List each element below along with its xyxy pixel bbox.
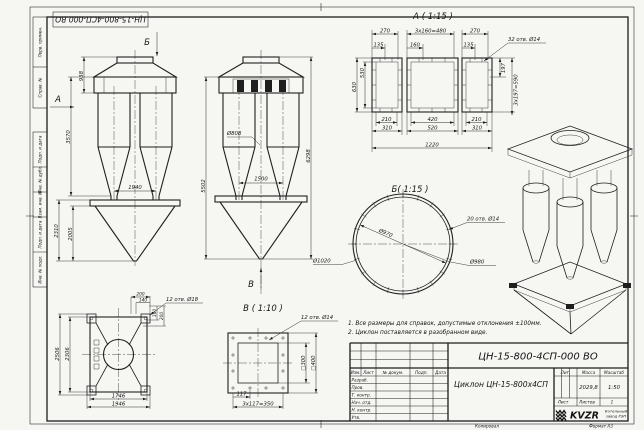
col-list: Лист (363, 370, 374, 375)
dim-1946: 1946 (111, 401, 126, 408)
stamp-label: Инв. № дубл. (37, 165, 43, 194)
base-plan-dimensions (55, 292, 203, 410)
stamp-label: Подп. и дата (37, 220, 43, 249)
dim-3570: 3570 (66, 130, 72, 144)
dim-197: 197 (501, 62, 507, 74)
dim-270-right: 270 (469, 28, 481, 35)
format-label: Формат А3 (589, 423, 613, 429)
dim-dia970: Ø970 (377, 227, 394, 240)
title-block (350, 343, 628, 429)
dim-160: 160 (409, 42, 421, 49)
row-tkontr: Т. контр. (351, 392, 371, 398)
view-direction-b (144, 32, 157, 56)
row-nachotd: Нач. отд. (351, 400, 372, 405)
stamp-label: Подп. и дата (37, 135, 43, 164)
dim-520: 520 (427, 125, 438, 132)
holes-20-label: 20 отв. Ø14 (467, 216, 500, 223)
row-utv: Утв. (351, 415, 361, 420)
view-direction-v (248, 268, 261, 290)
top-view-a (352, 12, 546, 152)
dim-140-top: 140 (138, 298, 148, 304)
view-b-title: Б( 1:15 ) (391, 185, 429, 195)
stamp-column (33, 17, 47, 287)
stamp-label: Взам. инв. № (37, 190, 43, 219)
dim-135-right: 135 (463, 42, 474, 49)
dim-3x117: 3x117=350 (242, 401, 274, 408)
flange-view-v (223, 304, 338, 409)
front-view-dimensions (54, 57, 156, 261)
holes-32-label: 32 отв. Ø14 (508, 37, 541, 43)
lit-label: Лит. (560, 370, 571, 375)
dim-1746: 1746 (111, 393, 126, 400)
view-a-dimensions (352, 29, 546, 153)
dim-420: 420 (427, 117, 438, 123)
dim-2506: 2506 (55, 347, 61, 361)
dim-140-right: 140 (153, 308, 158, 318)
company-logo (556, 409, 628, 422)
dim-1220: 1220 (425, 142, 439, 149)
note-1: 1. Все размеры для справок, допустимые отклонения ±100мм. (348, 321, 542, 327)
dim-200-right: 200 (160, 311, 165, 321)
dim-3x160: 3x160=480 (414, 28, 447, 35)
arrow-label-v: В (248, 280, 254, 290)
sheets-value: 1 (610, 399, 614, 405)
doc-ref-rotated: ЦН-15-800-4СП-000 ВО (55, 14, 146, 24)
front-view (50, 32, 180, 266)
col-ndocum: № докум. (382, 370, 404, 375)
dim-270-left: 270 (379, 28, 391, 35)
dim-117: 117 (236, 391, 247, 398)
dim-1940: 1940 (128, 185, 142, 191)
arrow-label-a: А (55, 95, 61, 105)
holes-12-18-label: 12 отв. Ø18 (166, 297, 199, 303)
dim-310-right: 310 (471, 125, 483, 132)
drawing-title: Циклон ЦН-15-800х4СП (454, 380, 548, 389)
sheet-label: Лист (557, 399, 569, 405)
view-a-geometry (372, 58, 492, 112)
scale-label: Масштаб (604, 370, 624, 375)
dim-630: 630 (352, 81, 358, 93)
dim-dia1020: Ø1020 (313, 258, 331, 265)
row-nkontr: Н. контр. (351, 407, 372, 413)
row-razrab: Разраб. (351, 377, 368, 383)
sheet-frame (26, 3, 638, 428)
mass-label: Масса (581, 370, 596, 375)
copied-label: Копировал (475, 423, 499, 429)
flange-dimensions (233, 314, 338, 409)
dim-dia980: Ø980 (470, 259, 485, 266)
company-name-line2: завод РЭП (605, 413, 627, 419)
view-direction-a (50, 95, 74, 107)
logo-text: KVZR (570, 410, 599, 422)
dim-sq300: □300 (301, 355, 307, 371)
dim-310-left: 310 (381, 125, 393, 132)
view-a-title: А ( 1:15 ) (413, 12, 453, 22)
dim-938: 938 (79, 70, 85, 82)
dim-530: 530 (360, 67, 366, 79)
doc-ref-box (53, 12, 148, 27)
col-izm: Изм. (350, 370, 361, 375)
sheets-label: Листов (579, 399, 595, 405)
dim-6298: 6298 (306, 149, 312, 163)
stamp-label: Инв. № подл. (37, 255, 43, 284)
dim-200-top: 200 (136, 292, 145, 298)
section-b (312, 185, 505, 299)
note-2: 2. Циклон поставляется в разобранном виде. (348, 330, 488, 336)
stamp-label: Справ. № (37, 77, 43, 98)
logo-zigzag-icon (556, 411, 566, 421)
dim-dia808: Ø808 (227, 131, 242, 137)
stamp-label: Перв. примен. (37, 26, 43, 58)
dim-2306: 2306 (65, 347, 71, 361)
col-podp: Подп. (415, 370, 428, 375)
isometric-view (508, 126, 632, 334)
holes-12-14-label: 12 отв. Ø14 (301, 315, 334, 321)
dim-sq400: □400 (311, 355, 317, 371)
dim-2310: 2310 (54, 224, 60, 238)
dim-3x197: 3x197=590 (513, 74, 520, 106)
company-name-line1: Котельный (604, 408, 628, 414)
dim-1500: 1500 (254, 176, 268, 183)
view-v-title: В ( 1:10 ) (243, 304, 283, 314)
row-prov: Пров. (351, 385, 364, 390)
side-view (201, 50, 313, 294)
mass-value: 2029,8 (579, 385, 598, 391)
scale-value: 1:50 (608, 385, 620, 391)
base-plan-view (55, 292, 203, 410)
col-data: Дата (435, 370, 446, 375)
dim-2005: 2005 (68, 227, 74, 241)
dim-135-left: 135 (373, 42, 384, 49)
dim-210-left: 210 (381, 117, 392, 123)
notes (348, 321, 542, 336)
arrow-label-b: Б (144, 38, 150, 48)
doc-number: ЦН-15-800-4СП-000 ВО (478, 351, 598, 363)
dim-210-right: 210 (471, 117, 482, 123)
dim-5502: 5502 (201, 179, 207, 193)
